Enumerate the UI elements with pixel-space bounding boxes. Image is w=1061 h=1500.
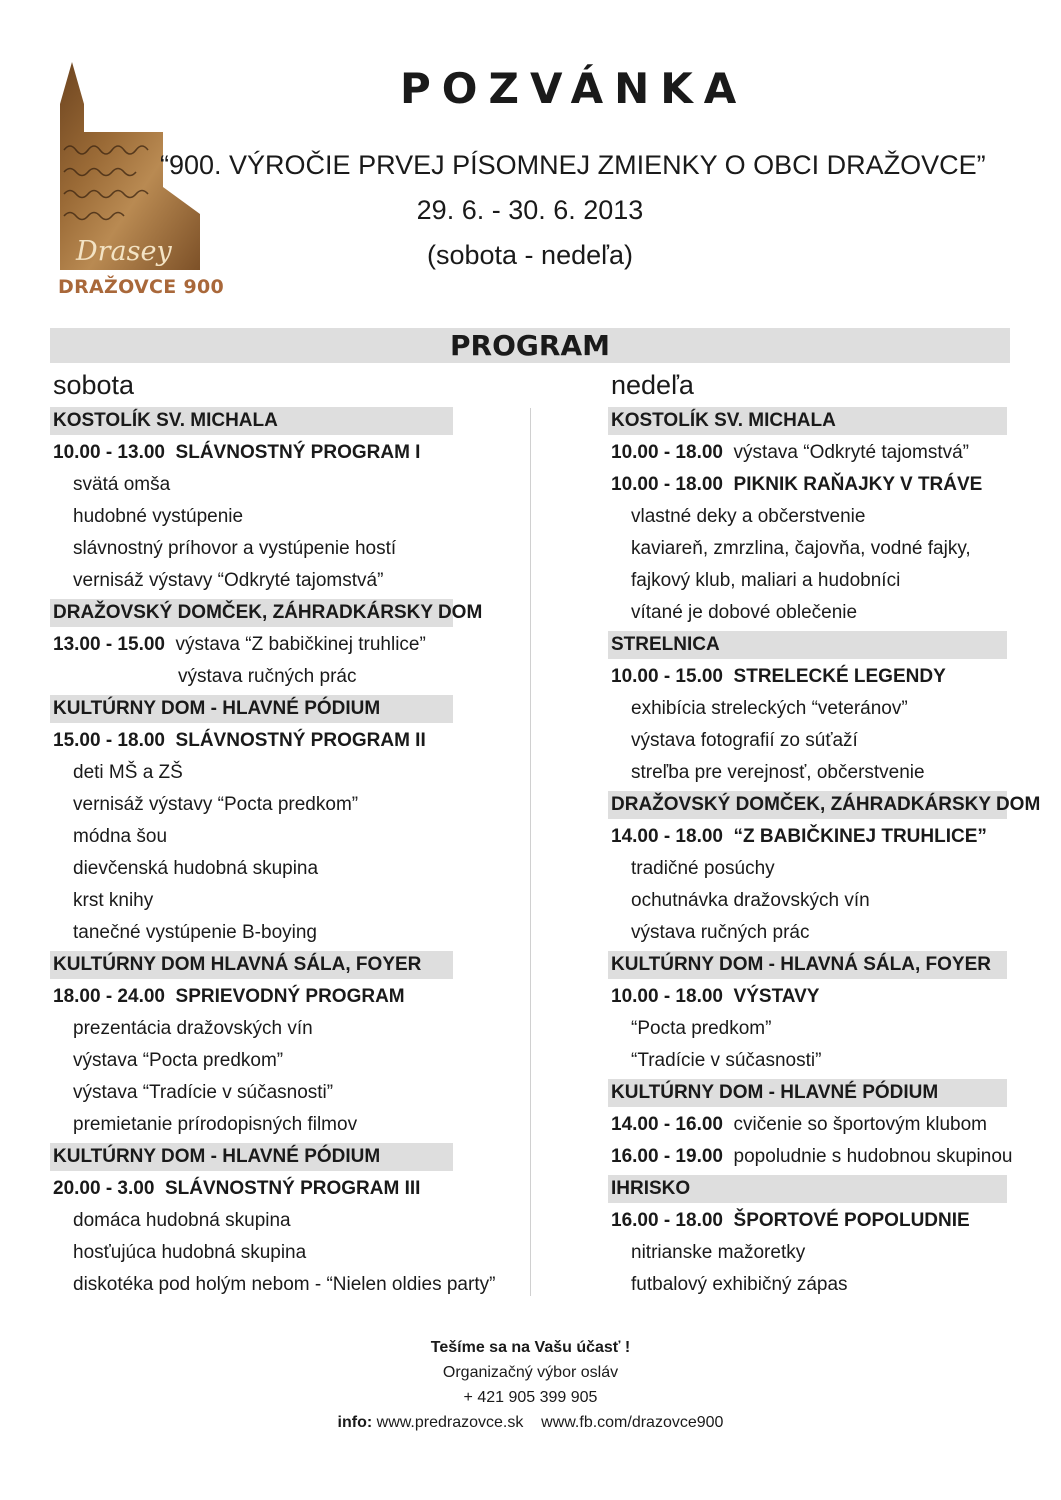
slot-time: 10.00 - 18.00 [611,986,723,1007]
slot-title: SLÁVNOSTNÝ PROGRAM III [164,1178,421,1199]
list-item: výstava ručných prác [631,922,810,943]
list-item: diskotéka pod holým nebom - “Nielen oldies party” [73,1274,496,1295]
day-label-sunday: nedeľa [611,370,694,400]
venue-header: KULTÚRNY DOM - HLAVNÁ SÁLA, FOYER [608,951,1007,979]
logo-caption: DRAŽOVCE 900 [58,276,225,298]
list-item: výstava ručných prác [178,666,357,687]
list-item: vernisáž výstavy “Pocta predkom” [73,794,359,815]
venue-header: KULTÚRNY DOM HLAVNÁ SÁLA, FOYER [50,951,453,979]
slot-title: VÝSTAVY [733,986,820,1007]
slot-time: 13.00 - 15.00 [53,634,165,655]
slot-time: 14.00 - 18.00 [611,826,723,847]
slot-time: 10.00 - 13.00 [53,442,165,463]
slot-title: SPRIEVODNÝ PROGRAM [175,986,405,1007]
time-slot [608,1141,1016,1173]
venue-header: KOSTOLÍK SV. MICHALA [608,407,1007,435]
slot-time: 16.00 - 18.00 [611,1210,723,1231]
time-slot [608,821,1016,853]
slot-time: 10.00 - 18.00 [611,442,723,463]
list-item: vernisáž výstavy “Odkryté tajomstvá” [73,570,384,591]
slot-title: cvičenie so športovým klubom [733,1114,987,1135]
list-item: ochutnávka dražovských vín [631,890,870,911]
list-item: módna šou [73,826,168,847]
list-item: svätá omša [73,474,171,495]
venue-header: IHRISKO [608,1175,1007,1203]
list-item: exhibícia streleckých “veteránov” [631,698,908,719]
time-slot [50,725,530,757]
page-title: POZVÁNKA [400,64,748,113]
day-label-saturday: sobota [53,370,135,400]
sunday-schedule [608,407,1041,1301]
time-slot [608,661,1016,693]
footer-info-label: info: [337,1414,373,1431]
slot-title: PIKNIK RAŇAJKY V TRÁVE [733,474,983,495]
time-slot [50,981,530,1013]
footer-facebook-link[interactable]: www.fb.com/drazovce900 [541,1414,724,1431]
list-item: streľba pre verejnosť, občerstvenie [631,762,925,783]
logo-script-word: Drasey [76,236,172,267]
column-divider [530,408,531,1296]
list-item: fajkový klub, maliari a hudobníci [631,570,901,591]
slot-time: 10.00 - 18.00 [611,474,723,495]
list-item: futbalový exhibičný zápas [631,1274,848,1295]
slot-title: SLÁVNOSTNÝ PROGRAM I [175,442,421,463]
time-slot [608,469,1016,501]
program-banner [50,328,1010,363]
slot-title: výstava “Odkryté tajomstvá” [733,442,969,463]
footer-thanks: Tešíme sa na Vašu účasť ! [430,1339,631,1356]
venue-header: KOSTOLÍK SV. MICHALA [50,407,453,435]
time-slot [50,437,530,469]
slot-title: STRELECKÉ LEGENDY [733,666,946,687]
list-item: slávnostný príhovor a vystúpenie hostí [73,538,397,559]
time-slot [608,1109,1016,1141]
list-item: “Pocta predkom” [631,1018,772,1039]
time-slot [50,629,530,661]
slot-time: 18.00 - 24.00 [53,986,165,1007]
event-days: (sobota - nedeľa) [427,240,633,270]
list-item: “Tradície v súčasnosti” [631,1050,822,1071]
footer-website-link[interactable]: www.predrazovce.sk [376,1414,524,1431]
sunday-column [608,366,1041,1301]
list-item: vlastné deky a občerstvenie [631,506,866,527]
list-item: domáca hudobná skupina [73,1210,291,1231]
program-title: PROGRAM [450,329,610,362]
slot-time: 15.00 - 18.00 [53,730,165,751]
slot-time: 16.00 - 19.00 [611,1146,723,1167]
footer-organizer: Organizačný výbor osláv [442,1364,619,1381]
slot-time: 10.00 - 15.00 [611,666,723,687]
event-dates: 29. 6. - 30. 6. 2013 [416,195,644,225]
venue-header: KULTÚRNY DOM - HLAVNÉ PÓDIUM [50,1143,453,1171]
slot-title: popoludnie s hudobnou skupinou [733,1146,1013,1167]
saturday-schedule [50,407,530,1301]
list-item: vítané je dobové oblečenie [631,602,858,623]
venue-header: STRELNICA [608,631,1007,659]
time-slot [608,1205,1016,1237]
list-item: výstava “Tradície v súčasnosti” [73,1082,334,1103]
list-item: hudobné vystúpenie [73,506,244,527]
slot-title: SLÁVNOSTNÝ PROGRAM II [175,730,426,751]
list-item: kaviareň, zmrzlina, čajovňa, vodné fajky, [631,538,971,559]
slot-time: 14.00 - 16.00 [611,1114,723,1135]
list-item: tradičné posúchy [631,858,775,879]
event-name: “900. VÝROČIE PRVEJ PÍSOMNEJ ZMIENKY O OBCI DRAŽOVCE” [160,150,986,180]
slot-time: 20.00 - 3.00 [53,1178,155,1199]
slot-title: “Z BABIČKINEJ TRUHLICE” [733,826,987,847]
time-slot [50,1173,530,1205]
time-slot [608,981,1016,1013]
slot-title: ŠPORTOVÉ POPOLUDNIE [733,1210,970,1231]
list-item: premietanie prírodopisných filmov [73,1114,358,1135]
list-item: výstava fotografií zo súťaží [631,730,858,751]
slot-title: výstava “Z babičkinej truhlice” [175,634,426,655]
list-item: prezentácia dražovských vín [73,1018,313,1039]
list-item: dievčenská hudobná skupina [73,858,319,879]
footer-info [0,1414,1061,1432]
list-item: hosťujúca hudobná skupina [73,1242,307,1263]
venue-header: DRAŽOVSKÝ DOMČEK, ZÁHRADKÁRSKY DOM [50,599,453,627]
list-item: tanečné vystúpenie B-boying [73,922,317,943]
footer-phone: + 421 905 399 905 [463,1389,598,1406]
time-slot [608,437,1016,469]
venue-header: KULTÚRNY DOM - HLAVNÉ PÓDIUM [608,1079,1007,1107]
venue-header: DRAŽOVSKÝ DOMČEK, ZÁHRADKÁRSKY DOM [608,791,1007,819]
venue-header: KULTÚRNY DOM - HLAVNÉ PÓDIUM [50,695,453,723]
saturday-column [50,366,530,1301]
list-item: deti MŠ a ZŠ [73,762,183,783]
list-item: výstava “Pocta predkom” [73,1050,284,1071]
list-item: nitrianske mažoretky [631,1242,806,1263]
list-item: krst knihy [73,890,154,911]
